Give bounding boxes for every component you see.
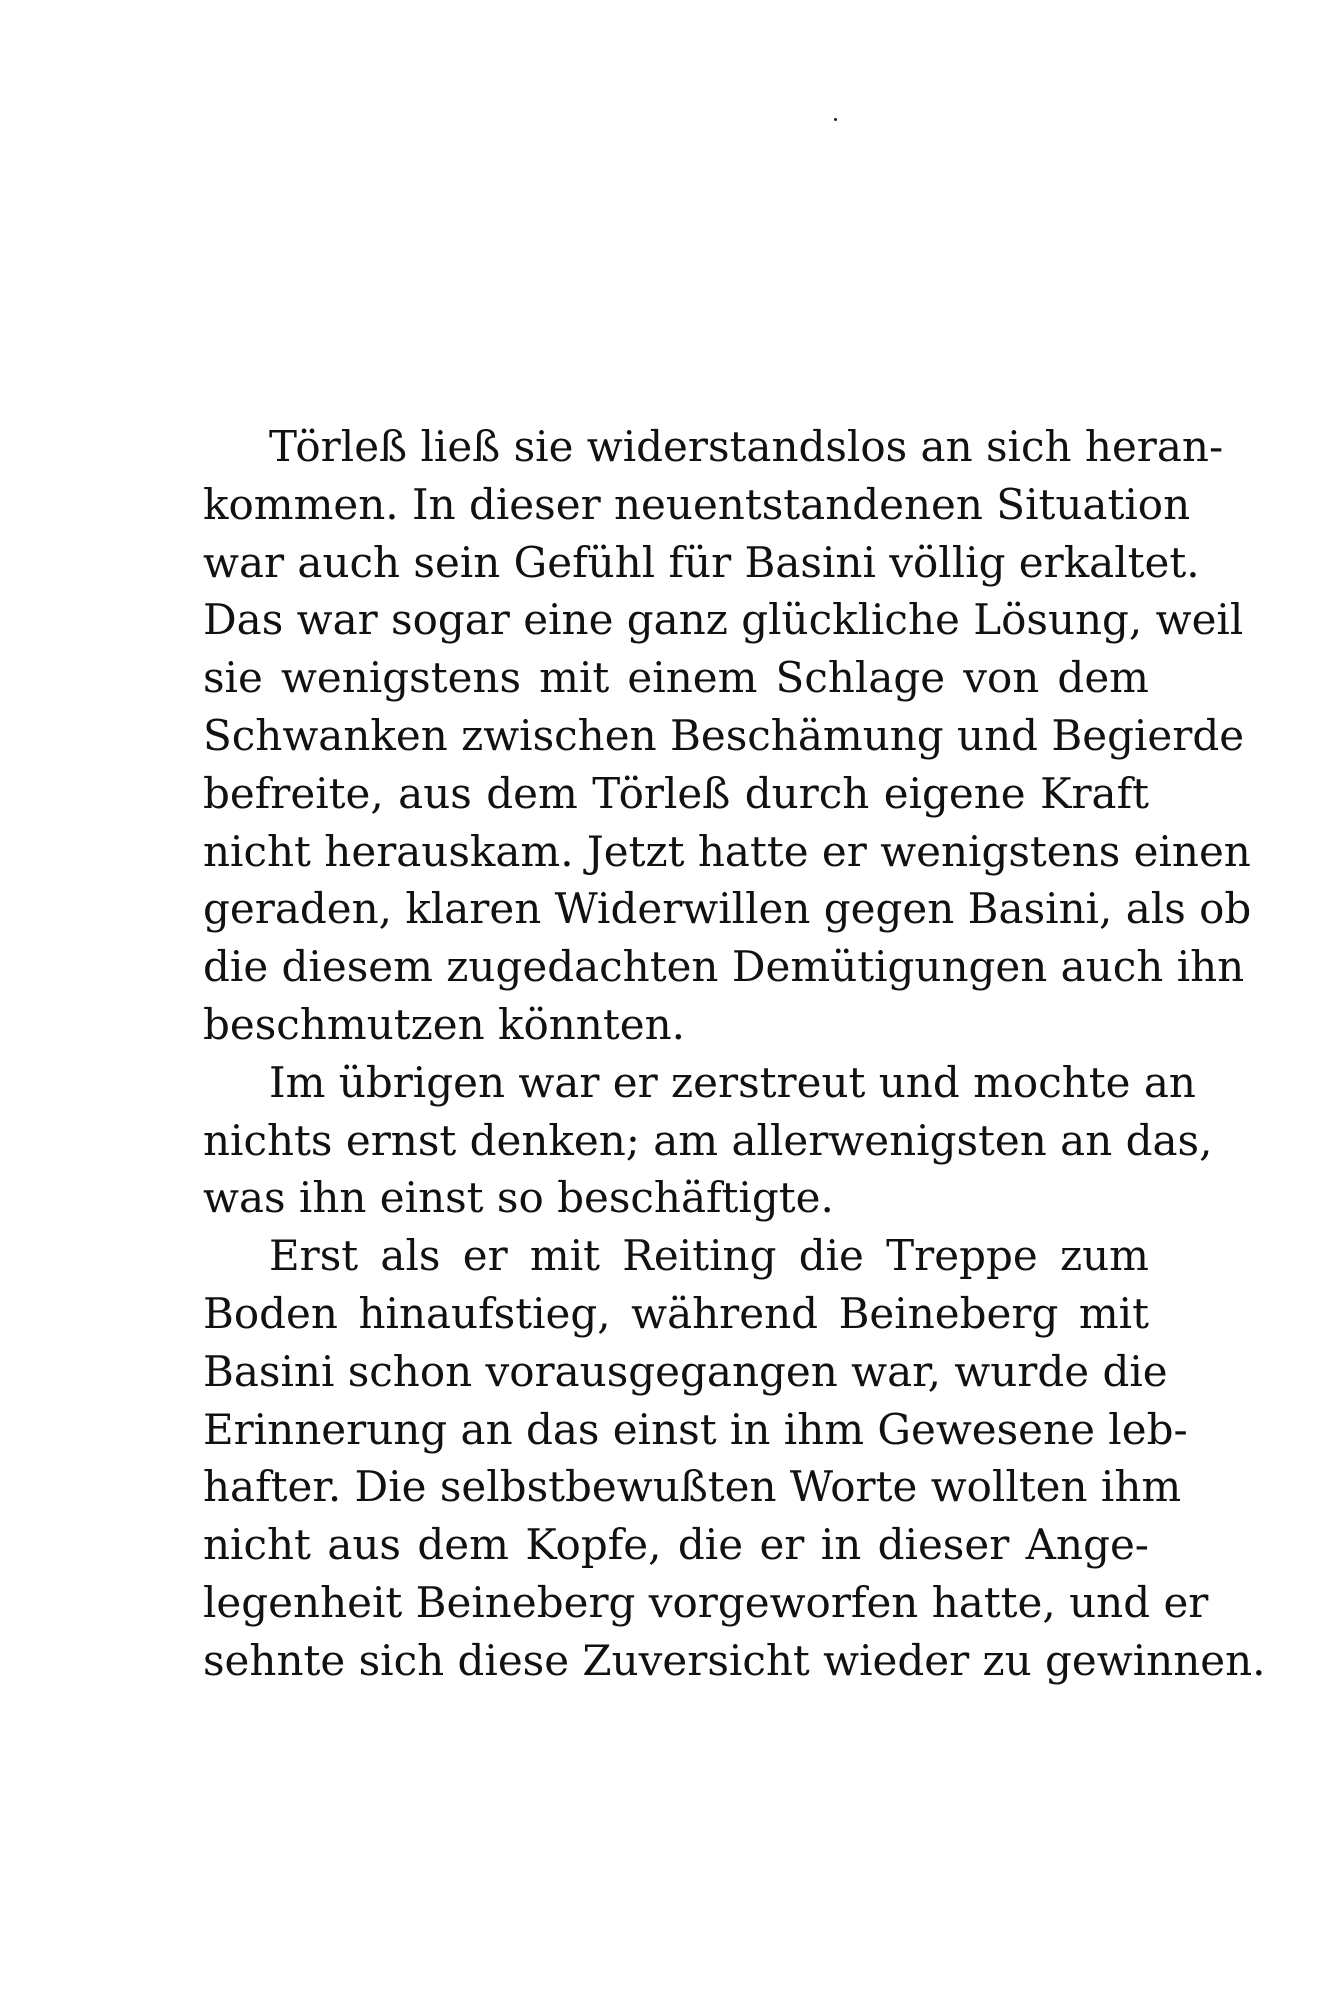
text-line: nicht herauskam. Jetzt hatte er wenigstens einen [203,826,1251,876]
text-line: befreite, aus dem Törleß durch eigene Kraft [203,768,1149,818]
text-line: Schwanken zwischen Beschämung und Begierde [203,710,1245,760]
text-line: beschmutzen könnten. [203,999,685,1049]
text-line: was ihn einst so beschäftigte. [203,1173,834,1223]
text-line: sie wenigstens mit einem Schlage von dem [203,653,1149,703]
text-line: geraden, klaren Widerwillen gegen Basini, als ob [203,884,1252,934]
text-line: war auch sein Gefühl für Basini völlig erkaltet. [203,537,1200,587]
paragraph-2 [203,1054,1213,1227]
text-line: Im übrigen war er zerstreut und mochte an [269,1057,1196,1107]
text-line: nicht aus dem Kopfe, die er in dieser Ange- [203,1520,1149,1570]
text-line: Törleß ließ sie widerstandslos an sich heran- [269,422,1224,471]
print-speck [834,118,837,121]
text-line: nichts ernst denken; am allerwenigsten an das, [203,1115,1213,1165]
paragraph-3 [203,1227,1266,1689]
text-line: Basini schon vorausgegangen war, wurde die [203,1346,1168,1396]
paragraph-1 [203,418,1252,1054]
text-line: Erst als er mit Reiting die Treppe zum [269,1231,1149,1281]
text-line: Boden hinaufstieg, während Beineberg mit [203,1288,1149,1338]
text-line: Das war sogar eine ganz glückliche Lösung, weil [203,595,1244,645]
text-line: hafter. Die selbstbewußten Worte wollten ihm [203,1462,1182,1512]
text-line: die diesem zugedachten Demütigungen auch ihn [203,942,1245,992]
text-line: Erinnerung an das einst in ihm Gewesene leb- [203,1404,1188,1454]
text-line: legenheit Beineberg vorgeworfen hatte, und er [203,1577,1209,1627]
body-text [203,418,1266,1690]
text-line: kommen. In dieser neuentstandenen Situation [203,479,1191,529]
text-line: sehnte sich diese Zuversicht wieder zu gewinnen. [203,1635,1266,1685]
